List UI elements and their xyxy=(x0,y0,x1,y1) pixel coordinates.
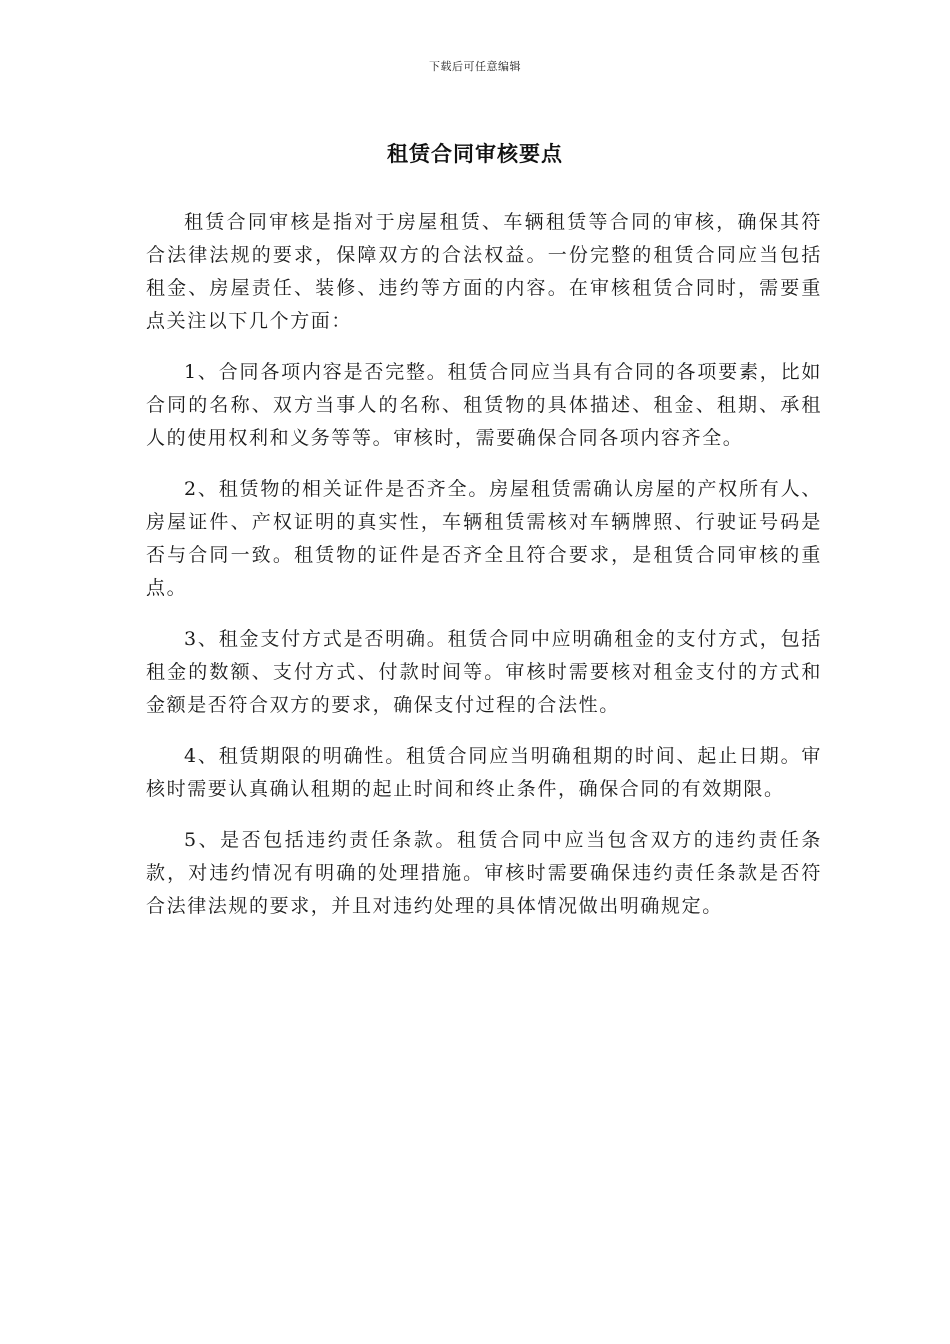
point-2-paragraph: 2、租赁物的相关证件是否齐全。房屋租赁需确认房屋的产权所有人、房屋证件、产权证明的真实性，车辆租赁需核对车辆牌照、行驶证号码是否与合同一致。租赁物的证件是否齐全且符合要求，是租赁合同审核的重点。 xyxy=(146,478,822,599)
document-title: 租赁合同审核要点 xyxy=(387,142,563,166)
point-5-paragraph: 5、是否包括违约责任条款。租赁合同中应当包含双方的违约责任条款，对违约情况有明确的处理措施。审核时需要确保违约责任条款是否符合法律法规的要求，并且对违约处理的具体情况做出明确规定。 xyxy=(146,829,822,917)
document-body xyxy=(146,206,822,941)
header-note: 下载后可任意编辑 xyxy=(429,60,521,73)
point-1-paragraph: 1、合同各项内容是否完整。租赁合同应当具有合同的各项要素，比如合同的名称、双方当事人的名称、租赁物的具体描述、租金、租期、承租人的使用权利和义务等等。审核时，需要确保合同各项内容齐全。 xyxy=(146,361,822,449)
point-3-paragraph: 3、租金支付方式是否明确。租赁合同中应明确租金的支付方式，包括租金的数额、支付方式、付款时间等。审核时需要核对租金支付的方式和金额是否符合双方的要求，确保支付过程的合法性。 xyxy=(146,628,822,716)
point-4-paragraph: 4、租赁期限的明确性。租赁合同应当明确租期的时间、起止日期。审核时需要认真确认租期的起止时间和终止条件，确保合同的有效期限。 xyxy=(146,745,822,800)
intro-paragraph: 租赁合同审核是指对于房屋租赁、车辆租赁等合同的审核，确保其符合法律法规的要求，保障双方的合法权益。一份完整的租赁合同应当包括租金、房屋责任、装修、违约等方面的内容。在审核租赁合同时，需要重点关注以下几个方面： xyxy=(146,211,822,332)
